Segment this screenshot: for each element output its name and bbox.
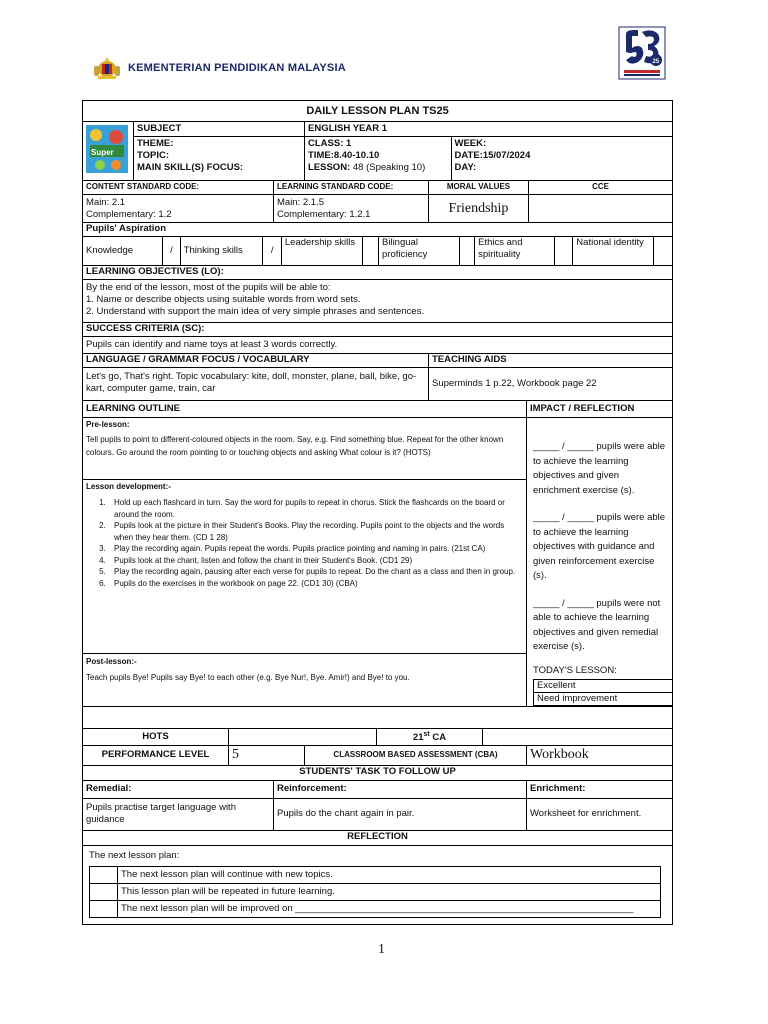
post-lesson-section (83, 654, 526, 686)
lesson-development-label: Lesson development:- (86, 482, 171, 491)
reflection-checkbox[interactable] (90, 883, 118, 900)
aspiration-ethics: Ethics and spirituality (475, 237, 555, 265)
theme-label: THEME: (137, 138, 174, 149)
performance-level-value: 5 (229, 745, 305, 765)
malaysia-coat-of-arms-icon (92, 56, 122, 80)
performance-level-label: PERFORMANCE LEVEL (83, 745, 229, 765)
hots-label: HOTS (83, 728, 229, 745)
remedial-label: Remedial: (83, 780, 274, 798)
aspiration-thinking: Thinking skills (180, 237, 263, 265)
svg-text:25: 25 (652, 59, 660, 65)
lesson-label: LESSON: (308, 162, 351, 173)
lesson-step: 5. Play the recording again, pausing after each verse for pupils to repeat. Do the chant as a class and then in group. (108, 566, 523, 578)
reflection-options (89, 866, 661, 918)
aspiration-national: National identity (573, 237, 654, 265)
reflection-intro: The next lesson plan: (89, 849, 180, 861)
impact-para-1: _____ / _____ pupils were able to achieve the learning objectives and given enrichment exercise (s). (533, 441, 666, 496)
aspiration-bilingual: Bilingual proficiency (379, 237, 460, 265)
aspiration-label: Pupils' Aspiration (83, 223, 673, 237)
hots-value (229, 728, 377, 745)
teaching-aids-label: TEACHING AIDS (429, 354, 673, 368)
post-lesson-text: Teach pupils Bye! Pupils say Bye! to each other (e.g. Bye Nur!, Bye. Amir!) and Bye! to you. (86, 673, 410, 682)
aspiration-ethics-mark (554, 237, 572, 265)
plan-title: DAILY LESSON PLAN TS25 (83, 101, 673, 122)
tasks-label: STUDENTS' TASK TO FOLLOW UP (83, 765, 673, 780)
post-lesson-label: Post-lesson:- (86, 657, 137, 666)
class-time-lesson (305, 137, 451, 180)
reflection-label: REFLECTION (83, 830, 673, 845)
lesson-step: 2. Pupils look at the picture in their Student's Books. Play the recording. Pupils point to the objects and the words when they hear them. (CD 1 28) (108, 520, 523, 543)
objectives-text (83, 280, 673, 323)
time-text: TIME:8.40-10.10 (308, 150, 380, 161)
aspiration-leadership-mark (362, 237, 378, 265)
page-number: 1 (378, 942, 385, 957)
language-text: Let's go, That's right. Topic vocabulary: kite, doll, monster, plane, ball, bike, go-kart, computer game, train, car (83, 368, 429, 401)
ca-rest: CA (429, 732, 447, 744)
todays-lesson-label: TODAY'S LESSON: (533, 664, 617, 676)
content-standard-label: CONTENT STANDARD CODE: (83, 181, 274, 195)
ca-number: 21 (412, 732, 424, 744)
lesson-value: 48 (Speaking 10) (352, 162, 426, 173)
lesson-step: 4. Pupils look at the chant, listen and follow the chant in their Student's Book. (CD1 29) (108, 555, 523, 567)
lesson-steps-list (86, 497, 523, 589)
impact-label: IMPACT / REFLECTION (527, 401, 673, 418)
date-text: DATE:15/07/2024 (454, 150, 531, 161)
enrichment-label: Enrichment: (527, 780, 673, 798)
impact-cell (527, 418, 673, 707)
impact-para-3: _____ / _____ pupils were not able to achieve the learning objectives and given remedial exercise (s). (533, 597, 661, 652)
objectives-label: LEARNING OBJECTIVES (LO): (83, 266, 673, 280)
outline-label: LEARNING OUTLINE (83, 401, 527, 418)
reflection-checkbox[interactable] (90, 900, 118, 917)
aspiration-knowledge-mark: / (163, 237, 180, 265)
learning-standard-label: LEARNING STANDARD CODE: (274, 181, 429, 195)
cce-value (529, 195, 673, 223)
lesson-plan-table (82, 100, 673, 925)
teaching-aids-text: Superminds 1 p.22, Workbook page 22 (429, 368, 673, 401)
content-standard-value (83, 195, 274, 223)
enrichment-text: Worksheet for enrichment. (527, 798, 673, 830)
lesson-step: 6. Pupils do the exercises in the workbook on page 22. (CD1 30) (CBA) (108, 578, 523, 590)
ts25-logo-icon (618, 26, 666, 80)
moral-value: Friendship (429, 195, 529, 223)
objectives-line: By the end of the lesson, most of the pupils will be able to: (86, 282, 331, 293)
reflection-option: The next lesson plan will continue with new topics. (118, 866, 661, 883)
learning-main: Main: 2.1.5 (277, 197, 324, 208)
language-label: LANGUAGE / GRAMMAR FOCUS / VOCABULARY (83, 354, 429, 368)
reflection-option: The next lesson plan will be improved on ________________________________________________________________ (118, 900, 661, 917)
objectives-line: 1. Name or describe objects using suitable words from word sets. (86, 294, 361, 305)
outline-cell (83, 418, 527, 707)
content-comp: Complementary: 1.2 (86, 209, 172, 220)
ca-sup: st (423, 730, 430, 738)
moral-values-label: MORAL VALUES (429, 181, 529, 195)
todays-lesson-table (533, 679, 673, 706)
reflection-checkbox[interactable] (90, 866, 118, 883)
subject-label: SUBJECT (134, 122, 304, 137)
reinforcement-text: Pupils do the chant again in pair. (274, 798, 527, 830)
impact-para-2: _____ / _____ pupils were able to achieve the learning objectives with guidance and given reinforcement exercise (s). (533, 512, 666, 581)
pre-lesson-text: Tell pupils to point to different-coloured objects in the room. Say, e.g. Find something blue. Repeat for the other known colours. Go around the room pointing to or touching objects and asking What colour is it? (HOTS) (86, 435, 504, 457)
success-label: SUCCESS CRITERIA (SC): (83, 323, 673, 337)
lesson-step: 3. Play the recording again. Pupils repeat the words. Pupils practice pointing and naming in pairs. (21st CA) (108, 543, 523, 555)
reflection-cell (83, 845, 673, 924)
cce-label: CCE (529, 181, 673, 195)
week-text: WEEK: (454, 138, 487, 149)
ca-value (483, 728, 673, 745)
day-text: DAY: (454, 162, 477, 173)
superminds-book-icon (86, 125, 128, 173)
objectives-line: 2. Understand with support the main idea of very simple phrases and sentences. (86, 306, 424, 317)
spacer-row (83, 706, 673, 728)
class-text: CLASS: 1 (308, 138, 352, 149)
ca-label (377, 728, 483, 745)
success-text: Pupils can identify and name toys at least 3 words correctly. (83, 337, 673, 354)
book-cover (83, 122, 134, 181)
ministry-title: KEMENTERIAN PENDIDIKAN MALAYSIA (128, 62, 346, 74)
reinforcement-label: Reinforcement: (274, 780, 527, 798)
cba-value: Workbook (527, 745, 673, 765)
learning-comp: Complementary: 1.2.1 (277, 209, 371, 220)
reflection-option: This lesson plan will be repeated in future learning. (118, 883, 661, 900)
aspiration-thinking-mark: / (263, 237, 281, 265)
content-main: Main: 2.1 (86, 197, 126, 208)
subject-cell (134, 122, 305, 181)
need-improvement-label: Need improvement (534, 692, 673, 705)
aspiration-national-mark (654, 237, 672, 265)
subject-value: ENGLISH YEAR 1 (305, 122, 672, 137)
pre-lesson-section (83, 418, 526, 480)
lesson-development-section (83, 480, 526, 654)
lesson-step: 1. Hold up each flashcard in turn. Say the word for pupils to repeat in chorus. Stick the flashcards on the board or around the room. (108, 497, 523, 520)
learning-standard-value (274, 195, 429, 223)
focus-label: MAIN SKILL(S) FOCUS: (137, 162, 244, 173)
svg-text:Super: Super (91, 148, 114, 157)
remedial-text: Pupils practise target language with guidance (83, 798, 274, 830)
aspiration-knowledge: Knowledge (83, 237, 163, 265)
excellent-label: Excellent (534, 679, 673, 692)
week-date-day (451, 137, 672, 180)
class-info-cell (305, 122, 673, 181)
aspiration-bilingual-mark (459, 237, 474, 265)
aspiration-leadership: Leadership skills (281, 237, 362, 265)
aspiration-row (83, 237, 673, 266)
cba-label: CLASSROOM BASED ASSESSMENT (CBA) (305, 745, 527, 765)
topic-label: TOPIC: (137, 150, 170, 161)
pre-lesson-label: Pre-lesson: (86, 420, 130, 429)
